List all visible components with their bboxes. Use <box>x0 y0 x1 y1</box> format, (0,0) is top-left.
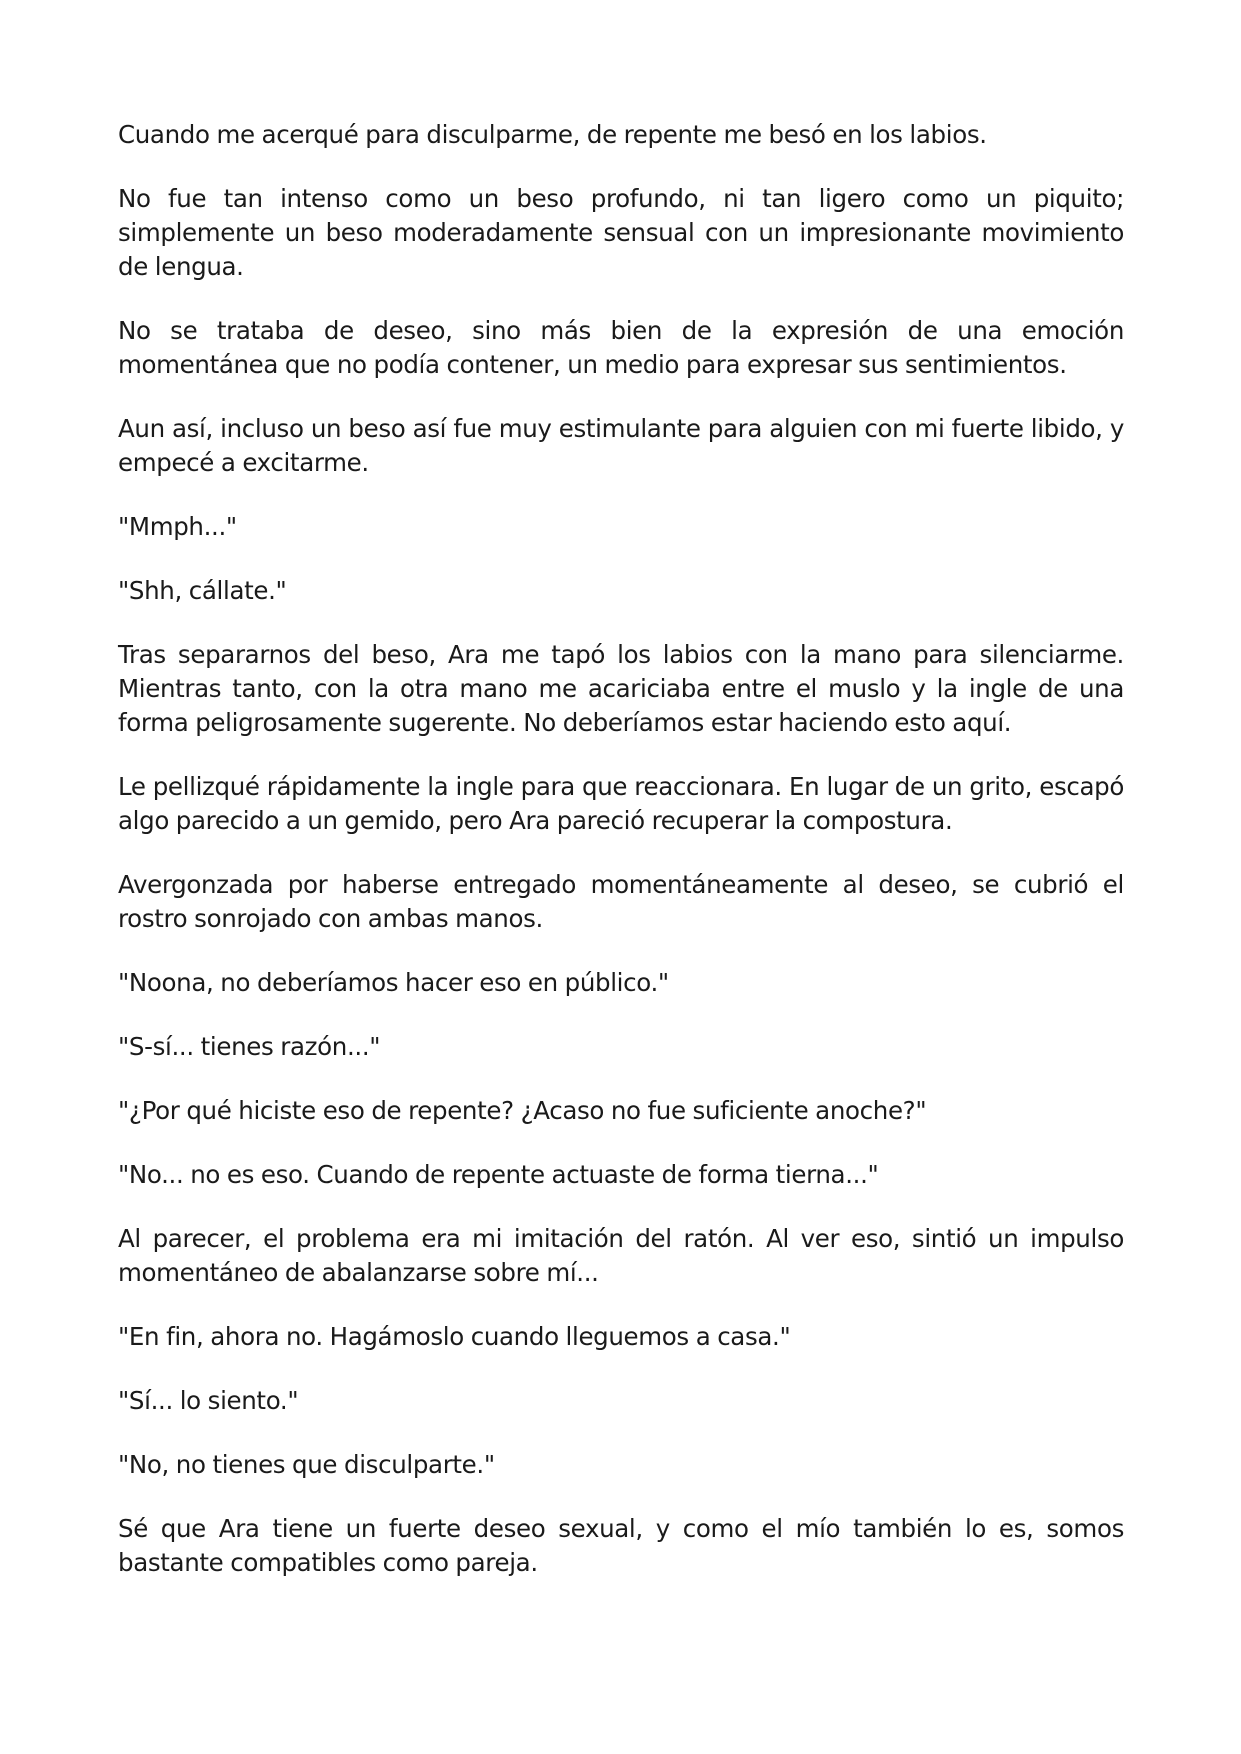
paragraph: "No, no tienes que disculparte." <box>118 1450 495 1479</box>
paragraph: "Noona, no deberíamos hacer eso en público." <box>118 968 669 997</box>
paragraph: Le pellizqué rápidamente la ingle para que reaccionara. En lugar de un grito, escapó algo parecido a un gemido, pero Ara pareció recuperar la compostura. <box>118 772 1124 835</box>
paragraph: No fue tan intenso como un beso profundo, ni tan ligero como un piquito; simplemente un beso moderadamente sensual con un impresionante movimiento de lengua. <box>118 184 1124 281</box>
paragraph: "Sí... lo siento." <box>118 1386 299 1415</box>
paragraph: Sé que Ara tiene un fuerte deseo sexual, y como el mío también lo es, somos bastante compatibles como pareja. <box>118 1514 1124 1577</box>
paragraph: "No... no es eso. Cuando de repente actuaste de forma tierna..." <box>118 1160 879 1189</box>
paragraph: "En fin, ahora no. Hagámoslo cuando lleguemos a casa." <box>118 1322 791 1351</box>
paragraph: Al parecer, el problema era mi imitación del ratón. Al ver eso, sintió un impulso momentáneo de abalanzarse sobre mí... <box>118 1224 1124 1287</box>
paragraph: No se trataba de deseo, sino más bien de la expresión de una emoción momentánea que no podía contener, un medio para expresar sus sentimientos. <box>118 316 1124 379</box>
paragraph: Avergonzada por haberse entregado momentáneamente al deseo, se cubrió el rostro sonrojado con ambas manos. <box>118 870 1124 933</box>
paragraph: "S-sí... tienes razón..." <box>118 1032 381 1061</box>
paragraph: "¿Por qué hiciste eso de repente? ¿Acaso no fue suficiente anoche?" <box>118 1096 927 1125</box>
paragraph: Cuando me acerqué para disculparme, de repente me besó en los labios. <box>118 120 987 149</box>
body-text <box>118 118 1124 1610</box>
paragraph: Aun así, incluso un beso así fue muy estimulante para alguien con mi fuerte libido, y empecé a excitarme. <box>118 414 1124 477</box>
paragraph: "Shh, cállate." <box>118 576 287 605</box>
paragraph: Tras separarnos del beso, Ara me tapó los labios con la mano para silenciarme. Mientras tanto, con la otra mano me acariciaba entre el muslo y la ingle de una forma peligrosamente sugerente. No deberíamos estar haciendo esto aquí. <box>118 640 1124 737</box>
paragraph: "Mmph..." <box>118 512 237 541</box>
